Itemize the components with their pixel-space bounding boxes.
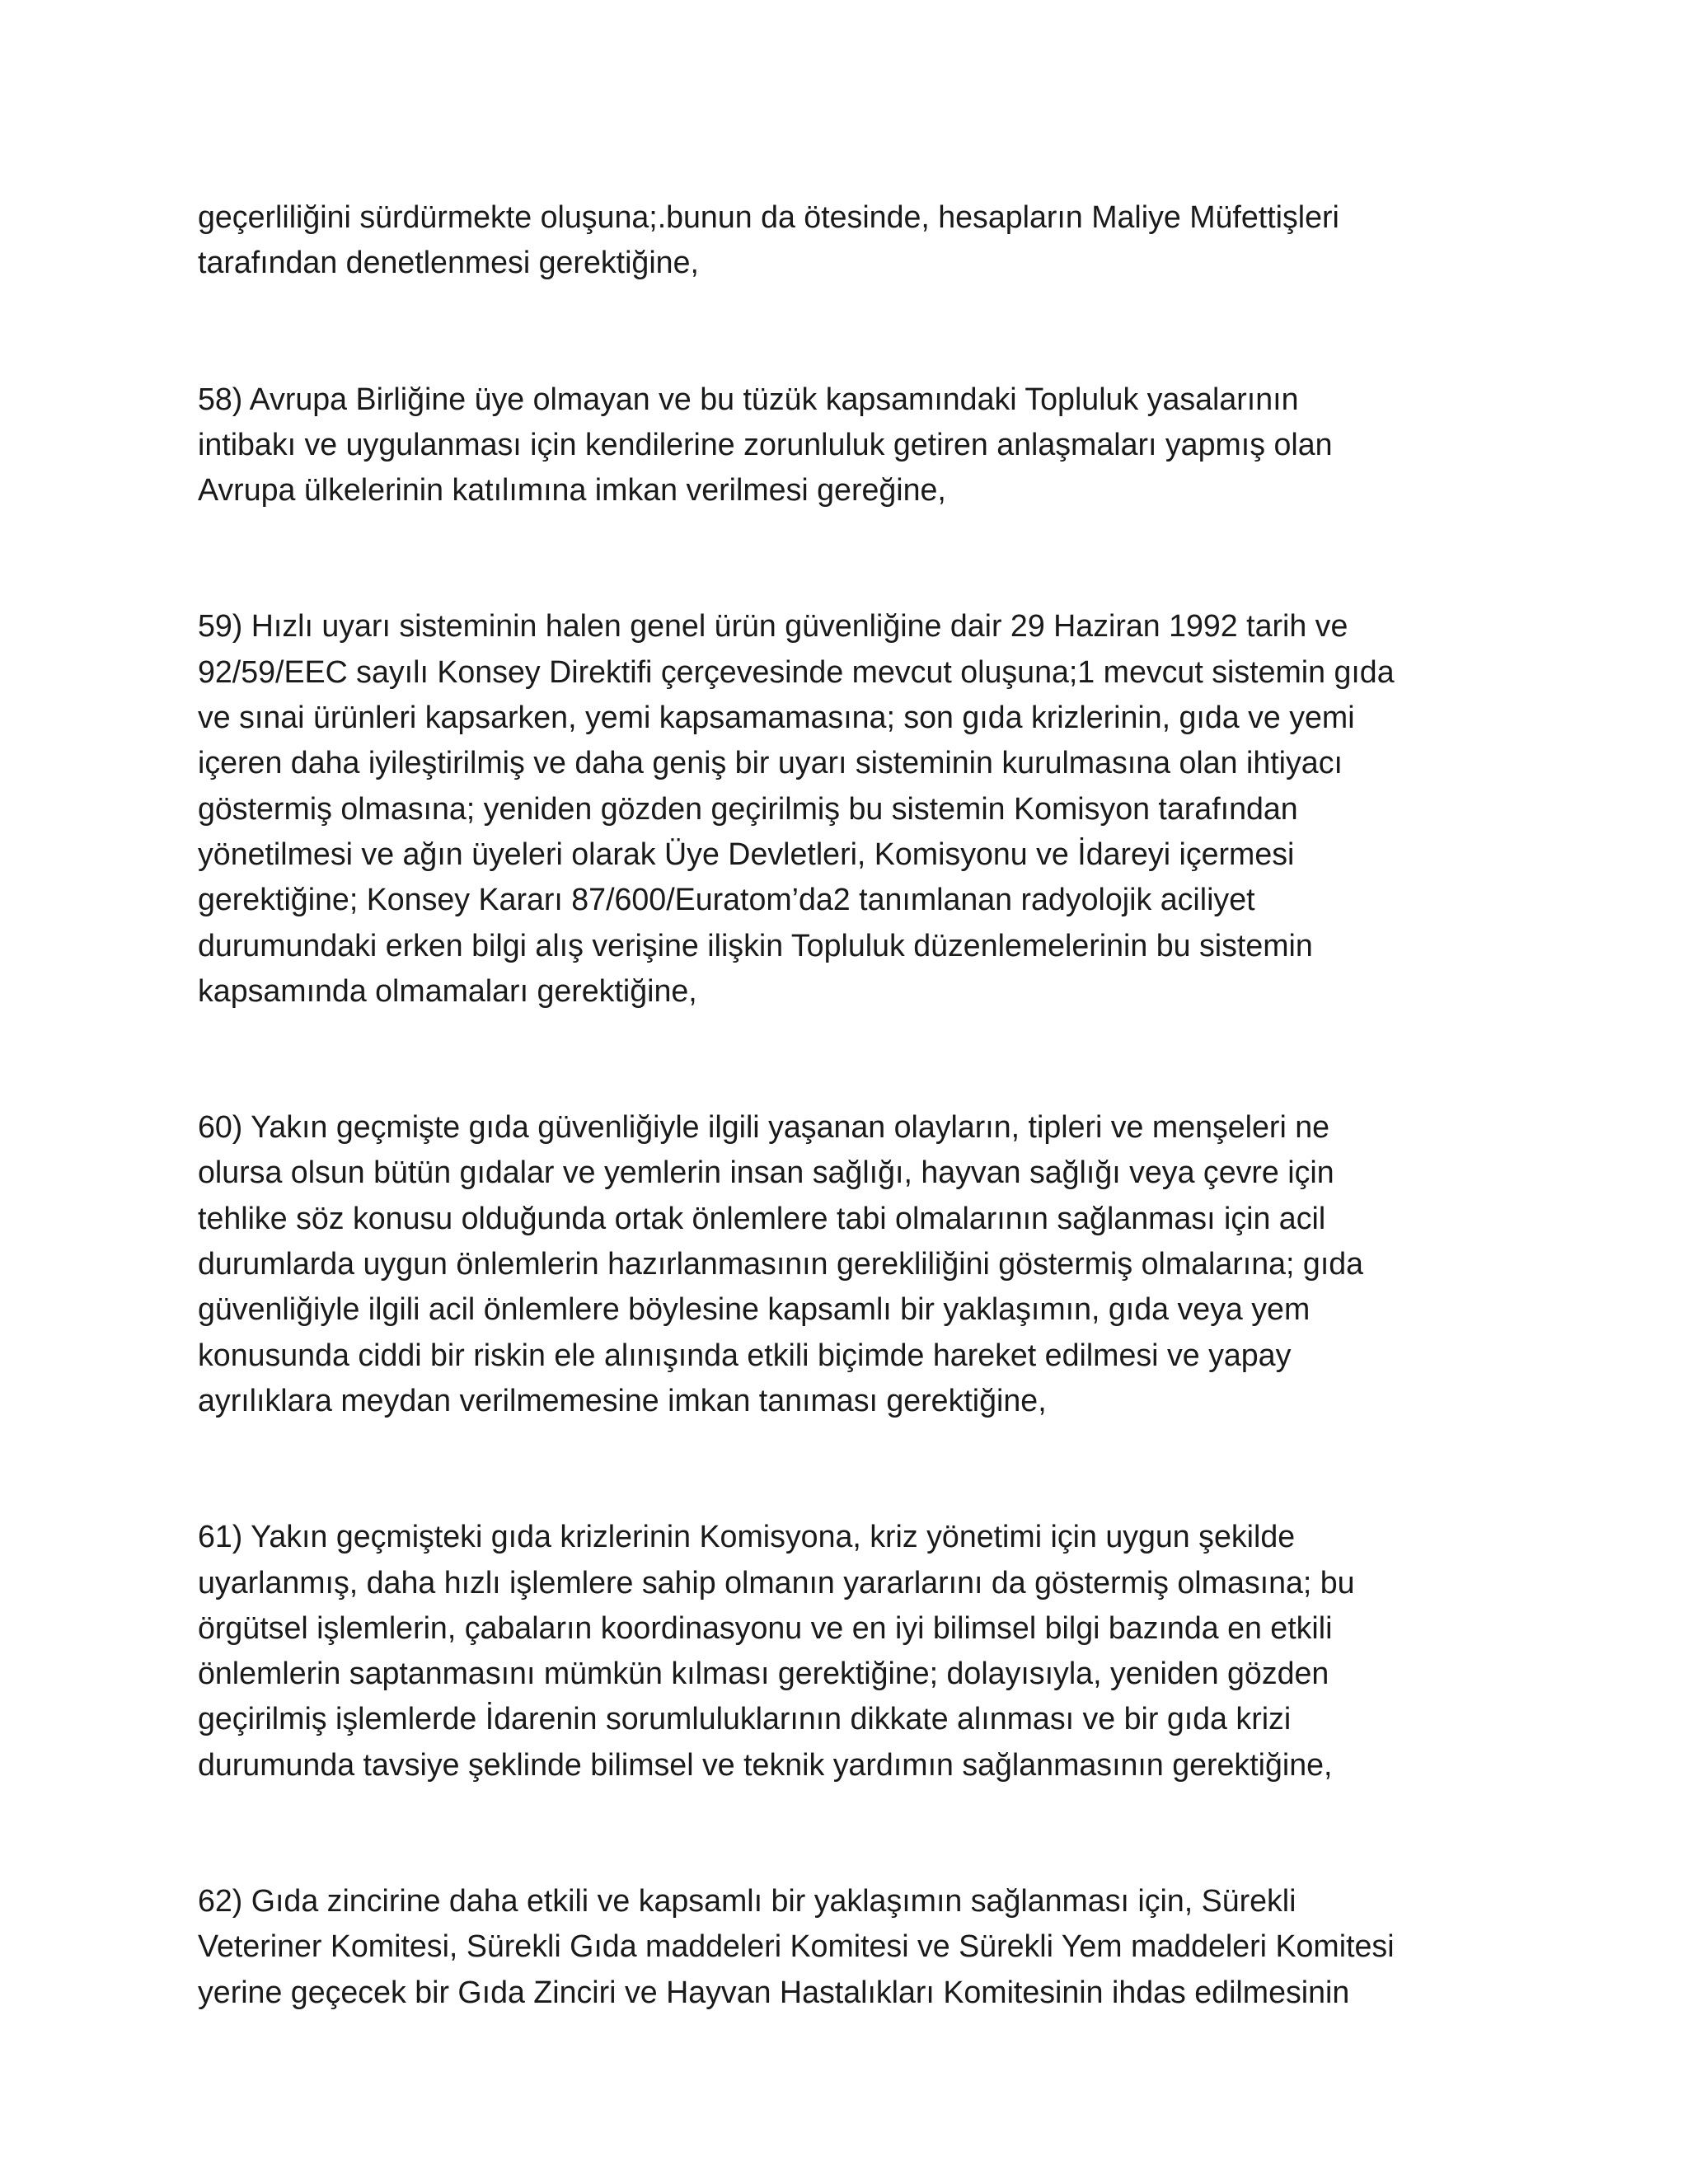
text-line: durumunda tavsiye şeklinde bilimsel ve teknik yardımın sağlanmasının gerektiğine, xyxy=(198,1746,1333,1782)
paragraph-62 xyxy=(198,1878,1550,2015)
text-line: Veteriner Komitesi, Sürekli Gıda maddeleri Komitesi ve Sürekli Yem maddeleri Komitesi xyxy=(198,1929,1395,1964)
paragraph-58 xyxy=(198,377,1550,513)
text-line: 60) Yakın geçmişte gıda güvenliğiyle ilgili yaşanan olayların, tipleri ve menşeleri ne xyxy=(198,1109,1330,1145)
text-line: durumlarda uygun önlemlerin hazırlanmasının gerekliliğini göstermiş olmalarına; gıda xyxy=(198,1246,1364,1282)
text-line: 61) Yakın geçmişteki gıda krizlerinin Komisyona, kriz yönetimi için uygun şekilde xyxy=(198,1519,1296,1554)
text-line: 62) Gıda zincirine daha etkili ve kapsamlı bir yaklaşımın sağlanması için, Sürekli xyxy=(198,1883,1296,1919)
text-line: güvenliğiyle ilgili acil önlemlere böylesine kapsamlı bir yaklaşımın, gıda veya yem xyxy=(198,1291,1311,1327)
text-line: konusunda ciddi bir riskin ele alınışında etkili biçimde hareket edilmesi ve yapay xyxy=(198,1337,1292,1372)
text-line: örgütsel işlemlerin, çabaların koordinasyonu ve en iyi bilimsel bilgi bazında en etkili xyxy=(198,1610,1333,1645)
text-line: tarafından denetlenmesi gerektiğine, xyxy=(198,245,699,280)
text-line: intibakı ve uygulanması için kendilerine zorunluluk getiren anlaşmaları yapmış olan xyxy=(198,426,1333,462)
text-line: durumundaki erken bilgi alış verişine ilişkin Topluluk düzenlemelerinin bu sistemin xyxy=(198,927,1313,963)
text-line: gerektiğine; Konsey Kararı 87/600/Euratom’da2 tanımlanan radyolojik aciliyet xyxy=(198,882,1255,917)
text-line: ve sınai ürünleri kapsarken, yemi kapsamamasına; son gıda krizlerinin, gıda ve yemi xyxy=(198,700,1355,735)
text-line: uyarlanmış, daha hızlı işlemlere sahip olmanın yararlarını da göstermiş olmasına; bu xyxy=(198,1564,1355,1600)
text-line: yerine geçecek bir Gıda Zinciri ve Hayvan Hastalıkları Komitesinin ihdas edilmesinin xyxy=(198,1974,1350,2009)
paragraph-60 xyxy=(198,1104,1550,1423)
text-line: tehlike söz konusu olduğunda ortak önlemlere tabi olmalarının sağlanması için acil xyxy=(198,1200,1326,1235)
paragraph-61 xyxy=(198,1514,1550,1788)
text-line: ayrılıklara meydan verilmemesine imkan tanıması gerektiğine, xyxy=(198,1382,1047,1418)
text-line: önlemlerin saptanmasını mümkün kılması gerektiğine; dolayısıyla, yeniden gözden xyxy=(198,1656,1329,1691)
text-line: Avrupa ülkelerinin katılımına imkan verilmesi gereğine, xyxy=(198,472,946,508)
text-line: olursa olsun bütün gıdalar ve yemlerin insan sağlığı, hayvan sağlığı veya çevre için xyxy=(198,1155,1334,1190)
paragraph-continuation xyxy=(198,194,1550,286)
text-line: 92/59/EEC sayılı Konsey Direktifi çerçevesinde mevcut oluşuna;1 mevcut sistemin gıda xyxy=(198,654,1395,689)
text-line: geçerliliğini sürdürmekte oluşuna;.bunun da ötesinde, hesapların Maliye Müfettişleri xyxy=(198,199,1339,234)
text-line: içeren daha iyileştirilmiş ve daha geniş bir uyarı sisteminin kurulmasına olan ihtiyacı xyxy=(198,745,1343,780)
paragraph-59 xyxy=(198,603,1550,1014)
document-body xyxy=(198,194,1550,2106)
text-line: göstermiş olmasına; yeniden gözden geçirilmiş bu sistemin Komisyon tarafından xyxy=(198,790,1298,826)
text-line: 59) Hızlı uyarı sisteminin halen genel ürün güvenliğine dair 29 Haziran 1992 tarih ve xyxy=(198,608,1348,644)
text-line: 58) Avrupa Birliğine üye olmayan ve bu tüzük kapsamındaki Topluluk yasalarının xyxy=(198,381,1299,416)
text-line: yönetilmesi ve ağın üyeleri olarak Üye Devletleri, Komisyonu ve İdareyi içermesi xyxy=(198,836,1295,871)
text-line: kapsamında olmamaları gerektiğine, xyxy=(198,972,697,1008)
text-line: geçirilmiş işlemlerde İdarenin sorumluluklarının dikkate alınması ve bir gıda krizi xyxy=(198,1701,1292,1736)
